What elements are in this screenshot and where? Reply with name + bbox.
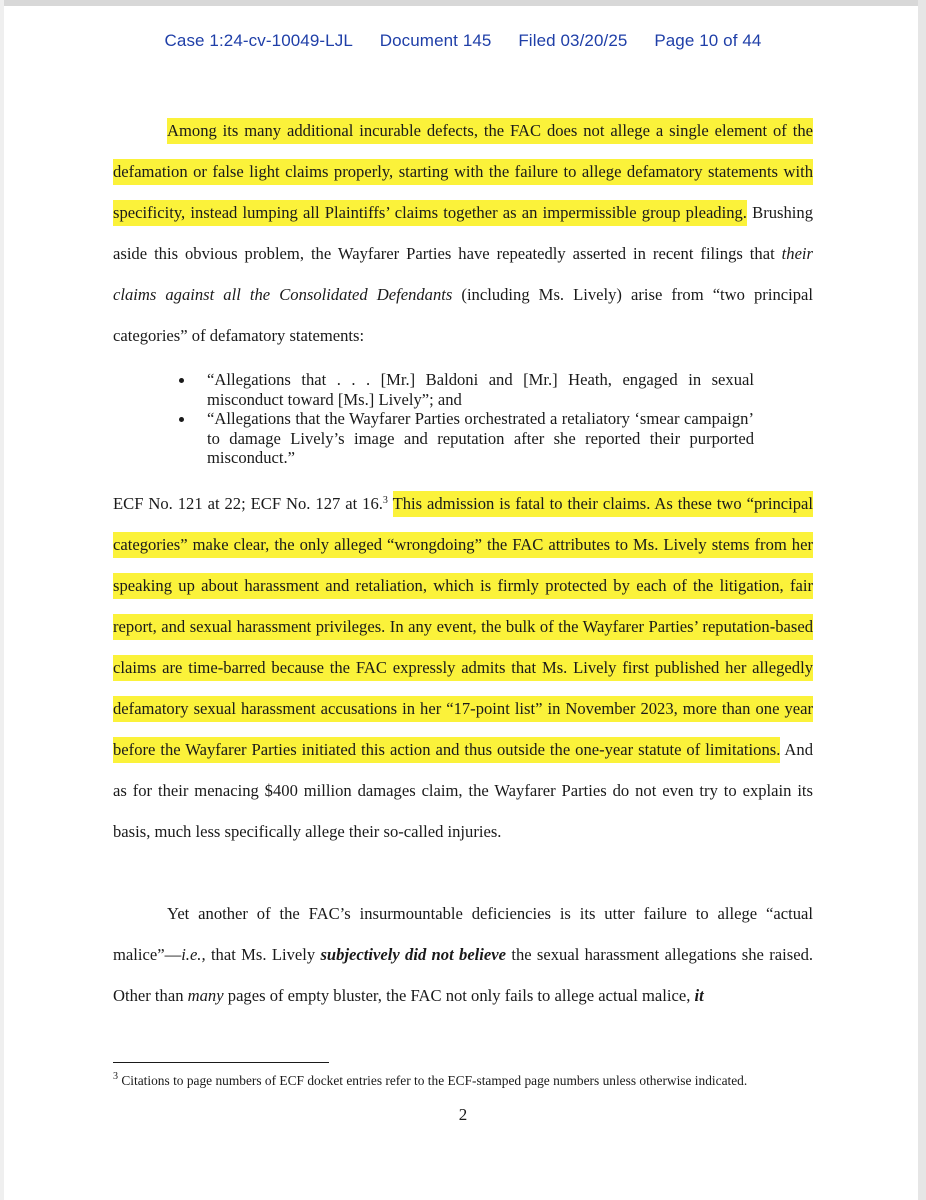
screenshot-frame-left [0, 0, 4, 1200]
paragraph-text: Yet another of the FAC’s insurmountable deficiencies is its utter failure to allege “actual malice”— [113, 904, 813, 964]
paragraph-admission [113, 483, 813, 852]
filed-date: Filed 03/20/25 [518, 31, 628, 50]
paragraph-text: the sexual harassment allegations she raised. Other than [113, 945, 814, 1005]
screenshot-frame-right [918, 0, 926, 1200]
screenshot-frame-top [0, 0, 926, 6]
paragraph-actual-malice [113, 893, 813, 1016]
footnote-text: Citations to page numbers of ECF docket entries refer to the ECF-stamped page numbers unless otherwise indicated. [121, 1073, 748, 1088]
ecf-header [0, 31, 926, 51]
paragraph-text: ECF No. 121 at 22; ECF No. 127 at 16. [113, 494, 383, 513]
bullet-item: “Allegations that the Wayfarer Parties orchestrated a retaliatory ‘smear campaign’ to damage Lively’s image and reputation after she reported their purported misconduct.” [166, 409, 754, 468]
paragraph-text: that Ms. Lively [210, 945, 316, 964]
italic-emphasis: many [187, 986, 224, 1005]
bold-italic-emphasis: it [694, 986, 704, 1005]
footnote [113, 1072, 833, 1089]
document-number: Document 145 [379, 31, 492, 50]
italic-emphasis: their claims against all the Consolidated Defendants [113, 244, 813, 304]
footnote-reference: 3 [382, 495, 388, 506]
bullet-item: “Allegations that . . . [Mr.] Baldoni and [Mr.] Heath, engaged in sexual misconduct toward [Ms.] Lively”; and [166, 370, 754, 409]
italic-emphasis: i.e., [181, 945, 206, 964]
paragraph-text: (including Ms. Lively) arise from “two principal categories” of defamatory statements: [113, 285, 813, 345]
bold-italic-emphasis: subjectively did not believe [320, 945, 506, 964]
paragraph-text: Brushing aside this obvious problem, the Wayfarer Parties have repeatedly asserted in recent filings that [113, 203, 813, 263]
footnote-number: 3 [113, 1071, 118, 1082]
highlighted-text: Among its many additional incurable defects, the FAC does not allege a single element of the defamation or false light claims properly, starting with the failure to allege defamatory statements with specificity, instead lumping all Plaintiffs’ claims together as an impermissible group pleading. [113, 121, 813, 222]
page-number: 2 [458, 1105, 468, 1124]
paragraph-defects [113, 110, 813, 356]
page-count: Page 10 of 44 [654, 31, 762, 50]
paragraph-text: And as for their menacing $400 million damages claim, the Wayfarer Parties do not even try to explain its basis, much less specifically allege their so-called injuries. [113, 740, 813, 841]
quoted-allegations-list [166, 370, 754, 468]
case-number: Case 1:24-cv-10049-LJL [164, 31, 353, 50]
footnote-divider [113, 1062, 329, 1063]
paragraph-text: pages of empty bluster, the FAC not only fails to allege actual malice, [227, 986, 691, 1005]
highlighted-text: This admission is fatal to their claims. As these two “principal categories” make clear, the only alleged “wrongdoing” the FAC attributes to Ms. Lively stems from her speaking up about harassment and retaliation, which is firmly protected by each of the litigation, fair report, and sexual harassment privileges. In any event, the bulk of the Wayfarer Parties’ reputation-based claims are time-barred because the FAC expressly admits that Ms. Lively first published her allegedly defamatory sexual harassment accusations in her “17-point list” in November 2023, more than one year before the Wayfarer Parties initiated this action and thus outside the one-year statute of limitations. [113, 494, 813, 759]
